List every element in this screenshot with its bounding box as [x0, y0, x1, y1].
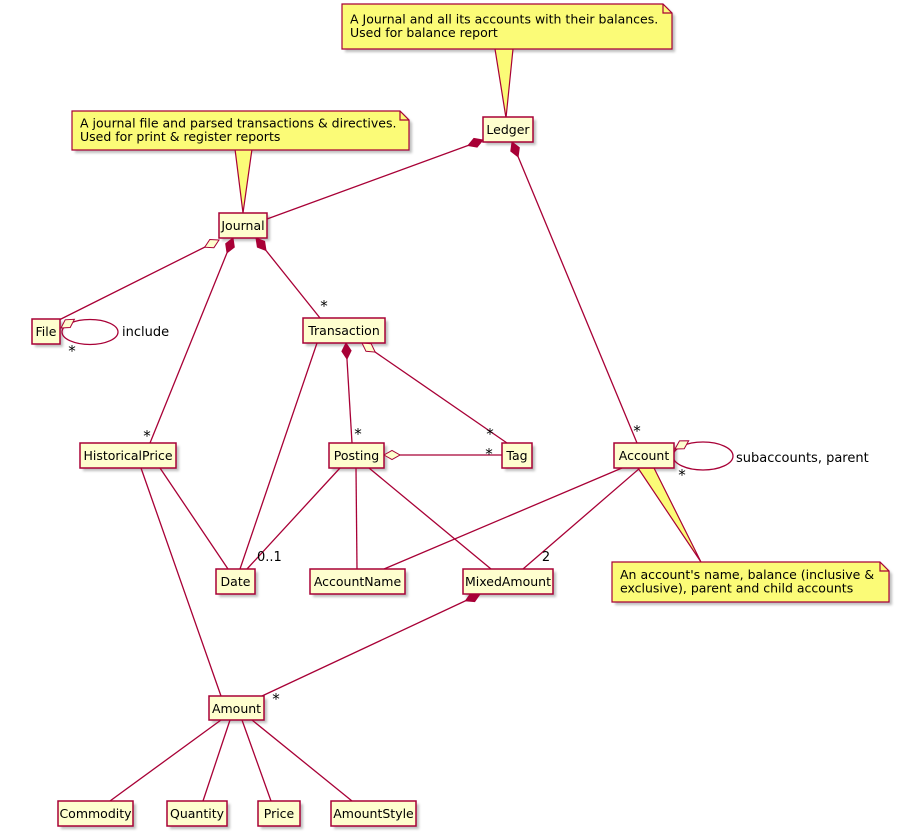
class-node-layer	[32, 117, 674, 826]
class-name-accountname: AccountName	[313, 574, 402, 589]
class-node-commodity	[58, 801, 133, 826]
mult-account-ledger: *	[633, 422, 641, 440]
class-node-date	[216, 569, 255, 594]
class-node-tag	[502, 443, 532, 468]
class-node-journal	[219, 213, 267, 238]
association-historicalprice-amount	[141, 468, 221, 696]
class-name-posting: Posting	[333, 448, 380, 463]
mult-tag-posting: *	[485, 445, 493, 463]
note-account-text-line: An account's name, balance (inclusive &	[620, 567, 875, 582]
class-node-price	[258, 801, 300, 826]
association-account-ledger	[512, 142, 637, 443]
connector-note-account	[638, 468, 701, 562]
association-posting-accountname	[356, 468, 357, 569]
aggregation-diamond-account-subaccounts-loop	[675, 441, 689, 449]
edge-label-layer	[68, 297, 868, 708]
note-account	[612, 562, 889, 602]
class-node-historicalprice	[80, 443, 176, 468]
aggregation-diamond-file-include-loop	[61, 319, 74, 328]
class-name-date: Date	[220, 574, 251, 589]
class-node-file	[32, 319, 60, 344]
mult-transaction: *	[320, 297, 328, 315]
note-account-text-line: exclusive), parent and child accounts	[620, 580, 854, 596]
class-node-amountstyle	[331, 801, 416, 826]
class-name-commodity: Commodity	[59, 806, 132, 821]
connector-note-ledger	[495, 49, 513, 118]
note-journal	[72, 111, 409, 150]
note-layer	[72, 4, 889, 602]
class-name-ledger: Ledger	[486, 122, 530, 137]
class-name-mixedamount: MixedAmount	[464, 574, 552, 589]
aggregation-diamond-file-journal	[205, 240, 219, 248]
mult-account-loop: *	[678, 466, 686, 484]
class-node-mixedamount	[463, 569, 553, 594]
class-name-amountstyle: AmountStyle	[333, 806, 414, 821]
class-name-historicalprice: HistoricalPrice	[83, 448, 173, 463]
class-name-account: Account	[618, 448, 670, 463]
mult-file-include: *	[68, 342, 76, 360]
label-include: include	[122, 325, 170, 340]
class-node-amount	[209, 696, 264, 720]
association-amount-commodity	[110, 720, 221, 801]
class-name-quantity: Quantity	[169, 806, 225, 821]
class-name-journal: Journal	[221, 218, 265, 233]
class-node-posting	[329, 443, 384, 468]
association-account-mixedamount	[523, 468, 640, 569]
class-name-file: File	[35, 324, 57, 339]
note-journal-text-line: Used for print & register reports	[80, 129, 281, 144]
class-name-amount: Amount	[211, 701, 262, 716]
association-posting-mixedamount	[369, 468, 491, 569]
association-amount-mixedamount	[262, 594, 480, 696]
class-node-ledger	[483, 117, 533, 142]
association-account-accountname	[384, 468, 622, 569]
class-node-accountname	[310, 569, 405, 594]
note-ledger	[342, 4, 672, 49]
note-ledger-text-line: A Journal and all its accounts with their balances.	[350, 11, 659, 27]
association-tag-transaction	[362, 343, 507, 443]
class-name-transaction: Transaction	[308, 323, 380, 338]
note-journal-text-line: A journal file and parsed transactions & directives.	[80, 115, 397, 131]
mult-posting-date: 0..1	[257, 550, 282, 565]
composition-diamond-journal-ledger	[468, 138, 483, 147]
mult-mixedamount-amount: *	[272, 690, 280, 708]
connector-note-journal	[235, 149, 252, 213]
mult-tag-transaction: *	[486, 425, 494, 443]
class-node-quantity	[167, 801, 227, 826]
class-node-account	[614, 443, 674, 468]
mult-posting: *	[354, 425, 362, 443]
class-name-tag: Tag	[506, 448, 528, 463]
association-file-journal	[59, 240, 219, 320]
label-subaccounts-parent: subaccounts, parent	[736, 451, 869, 466]
mult-historicalprice: *	[143, 427, 151, 445]
mult-account-mixedamount: 2	[541, 550, 551, 565]
class-node-transaction	[303, 318, 385, 343]
class-name-price: Price	[263, 806, 295, 821]
association-amount-quantity	[203, 720, 230, 801]
note-ledger-text-line: Used for balance report	[350, 25, 498, 40]
association-historicalprice-date	[160, 468, 228, 569]
